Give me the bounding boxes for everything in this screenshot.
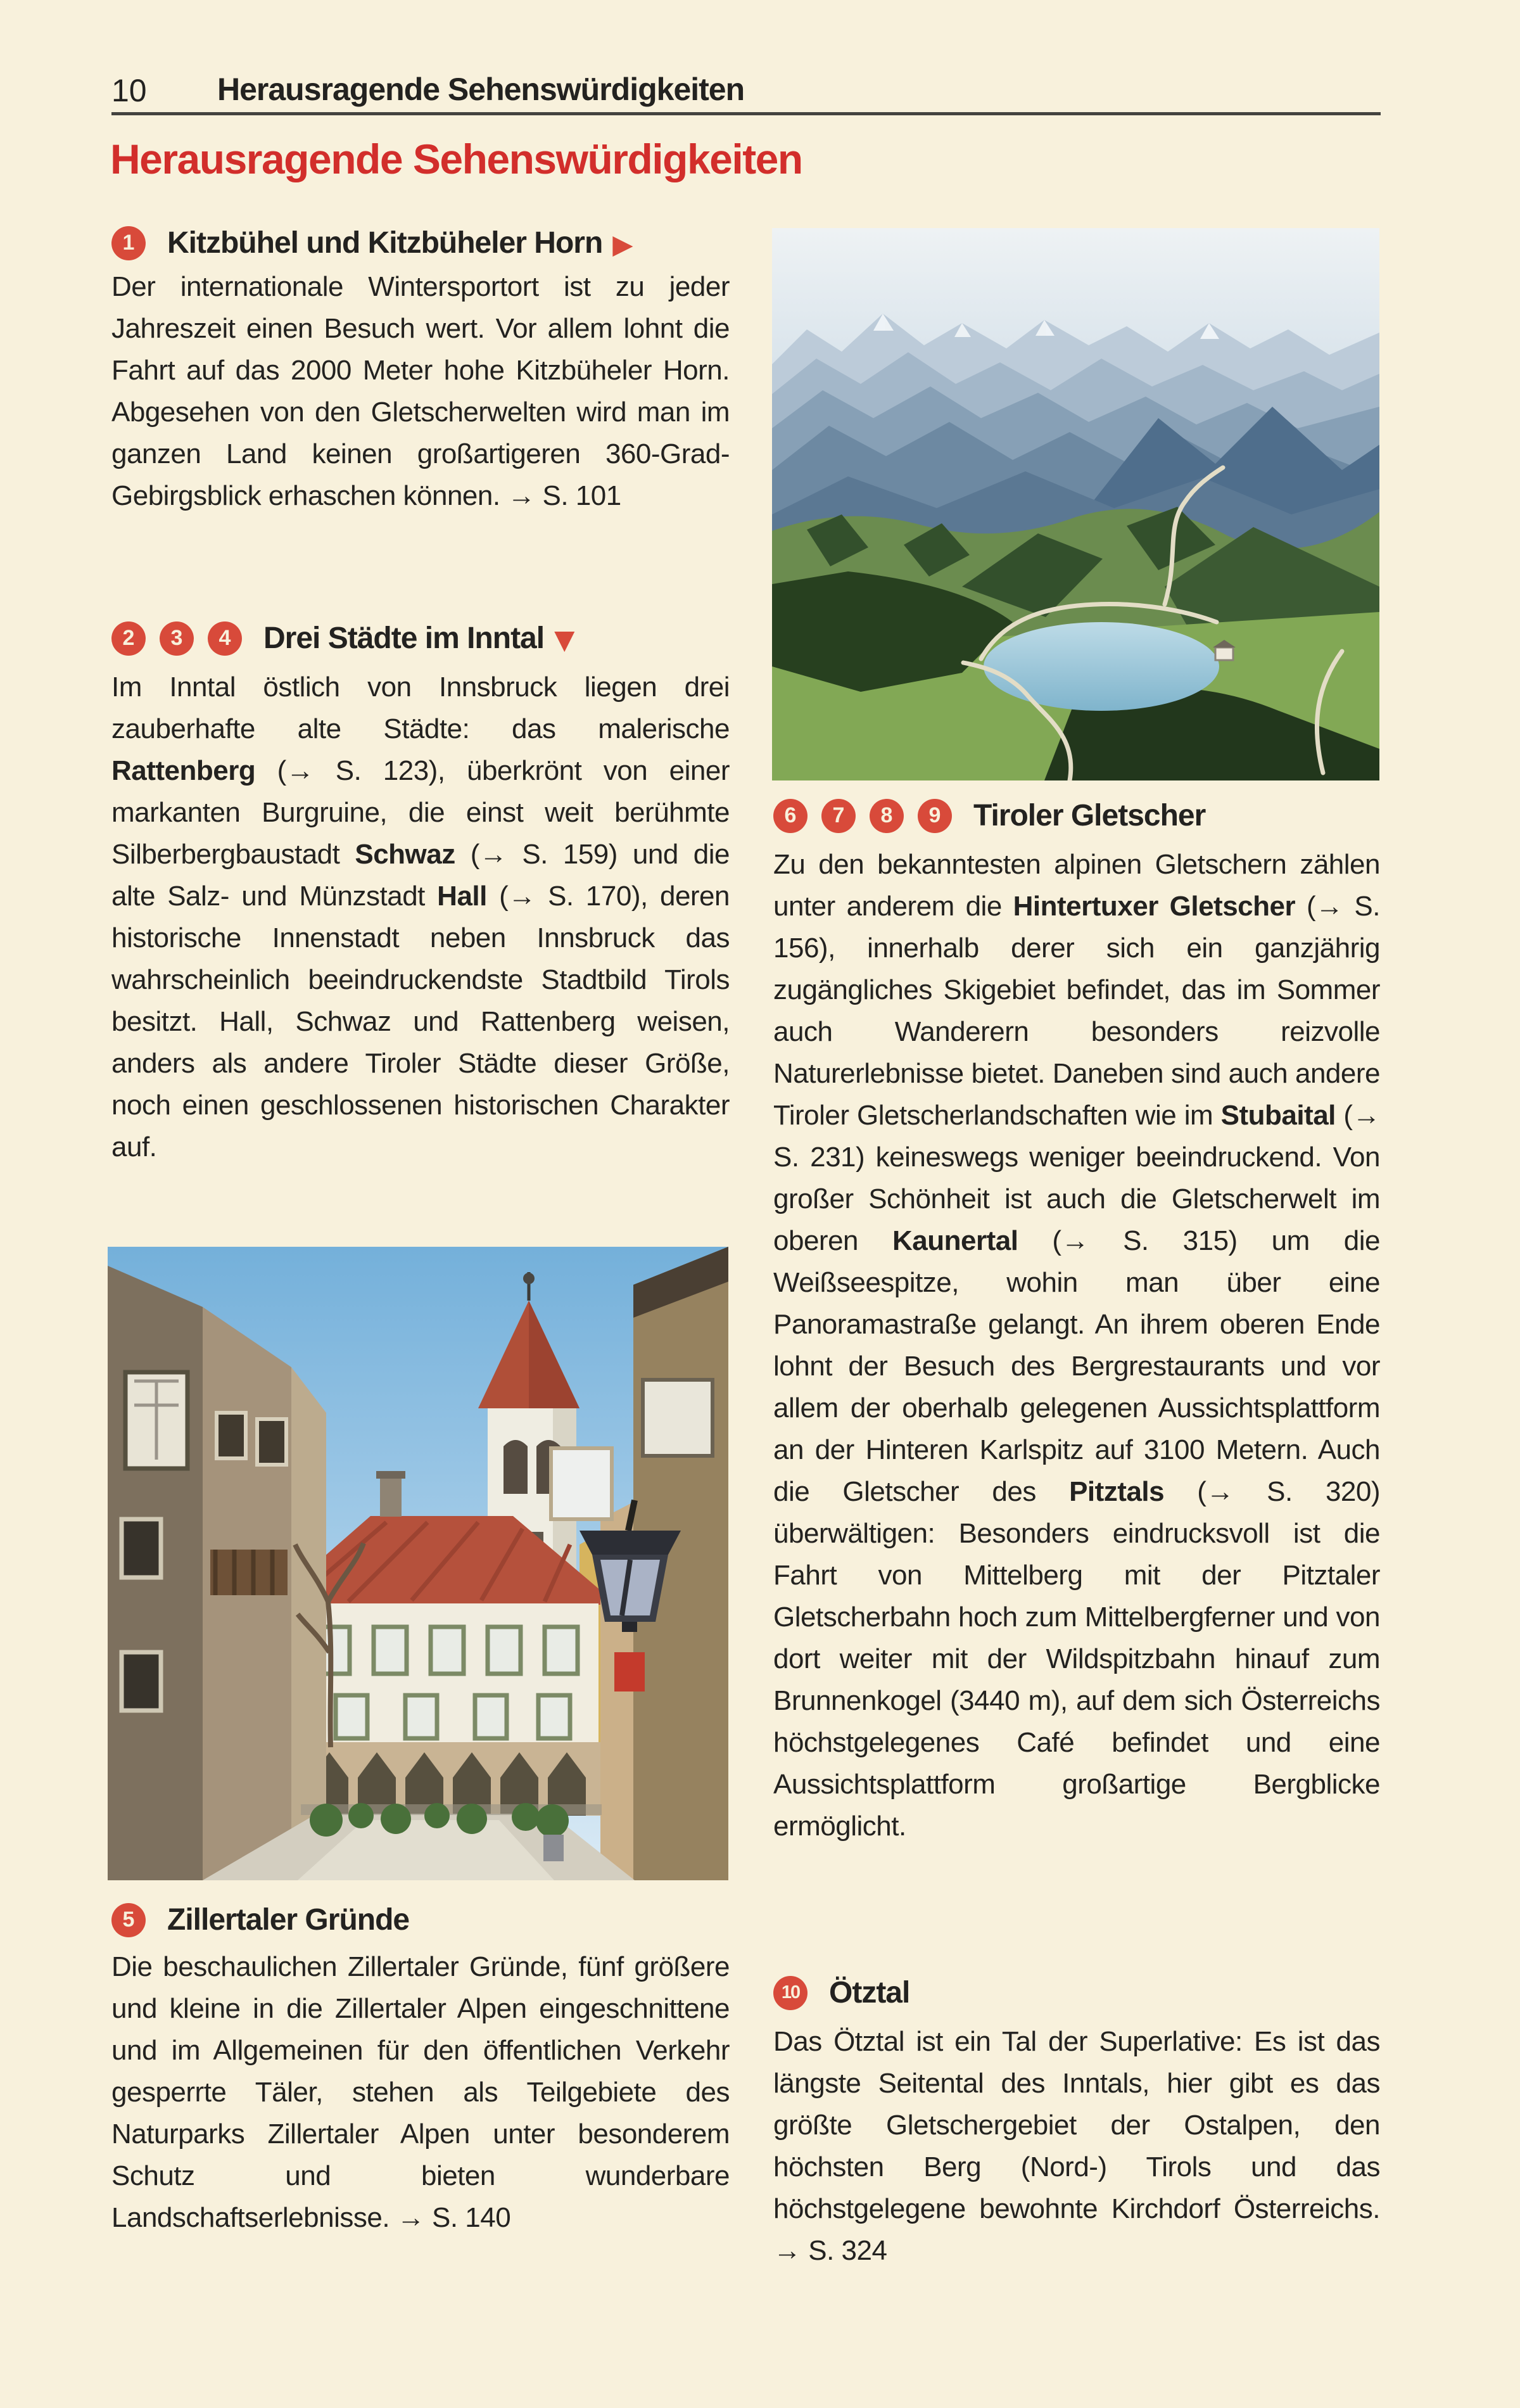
red-shop-sign (614, 1652, 645, 1691)
badge-3: 3 (160, 621, 194, 656)
section-heading-inntal (111, 621, 574, 656)
section-title-inntal: Drei Städte im Inntal (263, 621, 545, 655)
badge-2: 2 (111, 621, 146, 656)
paragraph-oetztal: Das Ötztal ist ein Tal der Superlative: Es ist das längste Seitental des Inntals, hier gibt es das größte Gletschergebiet der Ostalpen, den höchsten Berg (Nord-) Tirols und das höchstgelegene bewohnte Kirchdorf Österreichs. → S. 324 (773, 2026, 1380, 2266)
badge-7: 7 (821, 799, 856, 833)
badge-9: 9 (918, 799, 952, 833)
mountain-photo (772, 228, 1379, 780)
badge-6: 6 (773, 799, 808, 833)
badge-group-kitzbuehel (111, 226, 146, 260)
badge-4: 4 (208, 621, 242, 656)
section-title-oetztal: Ötztal (829, 1976, 910, 2010)
section-title-gletscher: Tiroler Gletscher (973, 799, 1206, 832)
mountain-photo-illustration (772, 228, 1379, 780)
badge-8: 8 (870, 799, 904, 833)
paragraph-zillertal: Die beschaulichen Zillertaler Gründe, fünf größere und kleine in die Zillertaler Alpen eingeschnittene und im Allgemeinen für den öffentlichen Verkehr gesperrte Täler, stehen als Teilgebiete des Naturparks Zillertaler Alpen unter besonderem Schutz und bieten wunderbare Landschaftserlebnisse. → S. 140 (111, 1951, 730, 2233)
alpine-lake (984, 622, 1219, 711)
red-triangle-down-icon: ▼ (554, 623, 575, 655)
paragraph-gletscher: Zu den bekanntesten alpinen Gletschern zählen unter anderem die Hintertuxer Gletscher (→ S. 156), innerhalb derer sich ein ganzjährig zugängliches Skigebiet befindet, das im Sommer auch Wanderern besonders reizvolle Naturerlebnisse bietet. Daneben sind auch andere Tiroler Gletscherlandschaften wie im Stubaital (→ S. 231) keineswegs weniger beeindruckend. Von großer Schönheit ist auch die Gletscherwelt im oberen Kaunertal (→ S. 315) um die Weißseespitze, wohin man über eine Panoramastraße gelangt. An ihrem oberen Ende lohnt der Besuch des Bergrestaurants und vor allem der oberhalb gelegenen Aussichtsplattform an der Hinteren Karlspitz auf 3100 Metern. Auch die Gletscher des Pitztals (→ S. 320) überwältigen: Besonders eindrucksvoll ist die Fahrt von Mittelberg mit der Pitztaler Gletscherbahn hoch zum Mittelbergferner und von dort weiter mit der Wildspitzbahn hinauf zum Brunnenkogel (3440 m), auf dem sich Österreichs höchstgelegenes Café befindet und eine Aussichtsplattform großartige Bergblicke ermöglicht. (773, 849, 1381, 1842)
badge-5: 5 (111, 1903, 146, 1937)
town-photo (108, 1247, 728, 1880)
badge-10: 10 (773, 1976, 808, 2010)
running-header-title: Herausragende Sehenswürdigkeiten (217, 72, 745, 107)
paragraph-kitzbuehel: Der internationale Wintersportort ist zu jeder Jahreszeit einen Besuch wert. Vor allem lohnt die Fahrt auf das 2000 Meter hohe Kitzbüheler Horn. Abgesehen von den Gletscherwelten wird man im ganzen Land keinen großartigeren 360-Grad-Gebirgsblick erhaschen können. → S. 101 (111, 271, 730, 511)
badge-group-oetztal (773, 1976, 808, 2010)
section-heading-zillertal (111, 1902, 409, 1937)
section-title-kitzbuehel: Kitzbühel und Kitzbüheler Horn (167, 226, 603, 260)
red-triangle-right-icon: ▶ (612, 228, 633, 260)
section-title-zillertal: Zillertaler Gründe (167, 1903, 410, 1937)
page-number: 10 (111, 73, 147, 108)
page-title: Herausragende Sehenswürdigkeiten (110, 136, 802, 182)
badge-group-gletscher (773, 799, 952, 833)
header-rule (111, 112, 1381, 115)
section-heading-kitzbuehel (111, 226, 633, 260)
hanging-sign (551, 1448, 612, 1519)
section-heading-gletscher (773, 798, 1205, 833)
paragraph-inntal: Im Inntal östlich von Innsbruck liegen drei zauberhafte alte Städte: das malerische Rattenberg (→ S. 123), überkrönt von einer markanten Burgruine, die einst weit berühmte Silberbergbaustadt Schwaz (→ S. 159) und die alte Salz- und Münzstadt Hall (→ S. 170), deren historische Innenstadt neben Innsbruck das wahrscheinlich beeindruckendste Stadtbild Tirols besitzt. Hall, Schwaz und Rattenberg weisen, anders als andere Tiroler Städte dieser Größe, noch einen geschlossenen historischen Charakter auf. (111, 672, 730, 1163)
badge-1: 1 (111, 226, 146, 260)
town-photo-illustration (108, 1247, 728, 1880)
section-heading-oetztal (773, 1975, 909, 2010)
badge-group-zillertal (111, 1903, 146, 1937)
badge-group-inntal (111, 621, 242, 656)
